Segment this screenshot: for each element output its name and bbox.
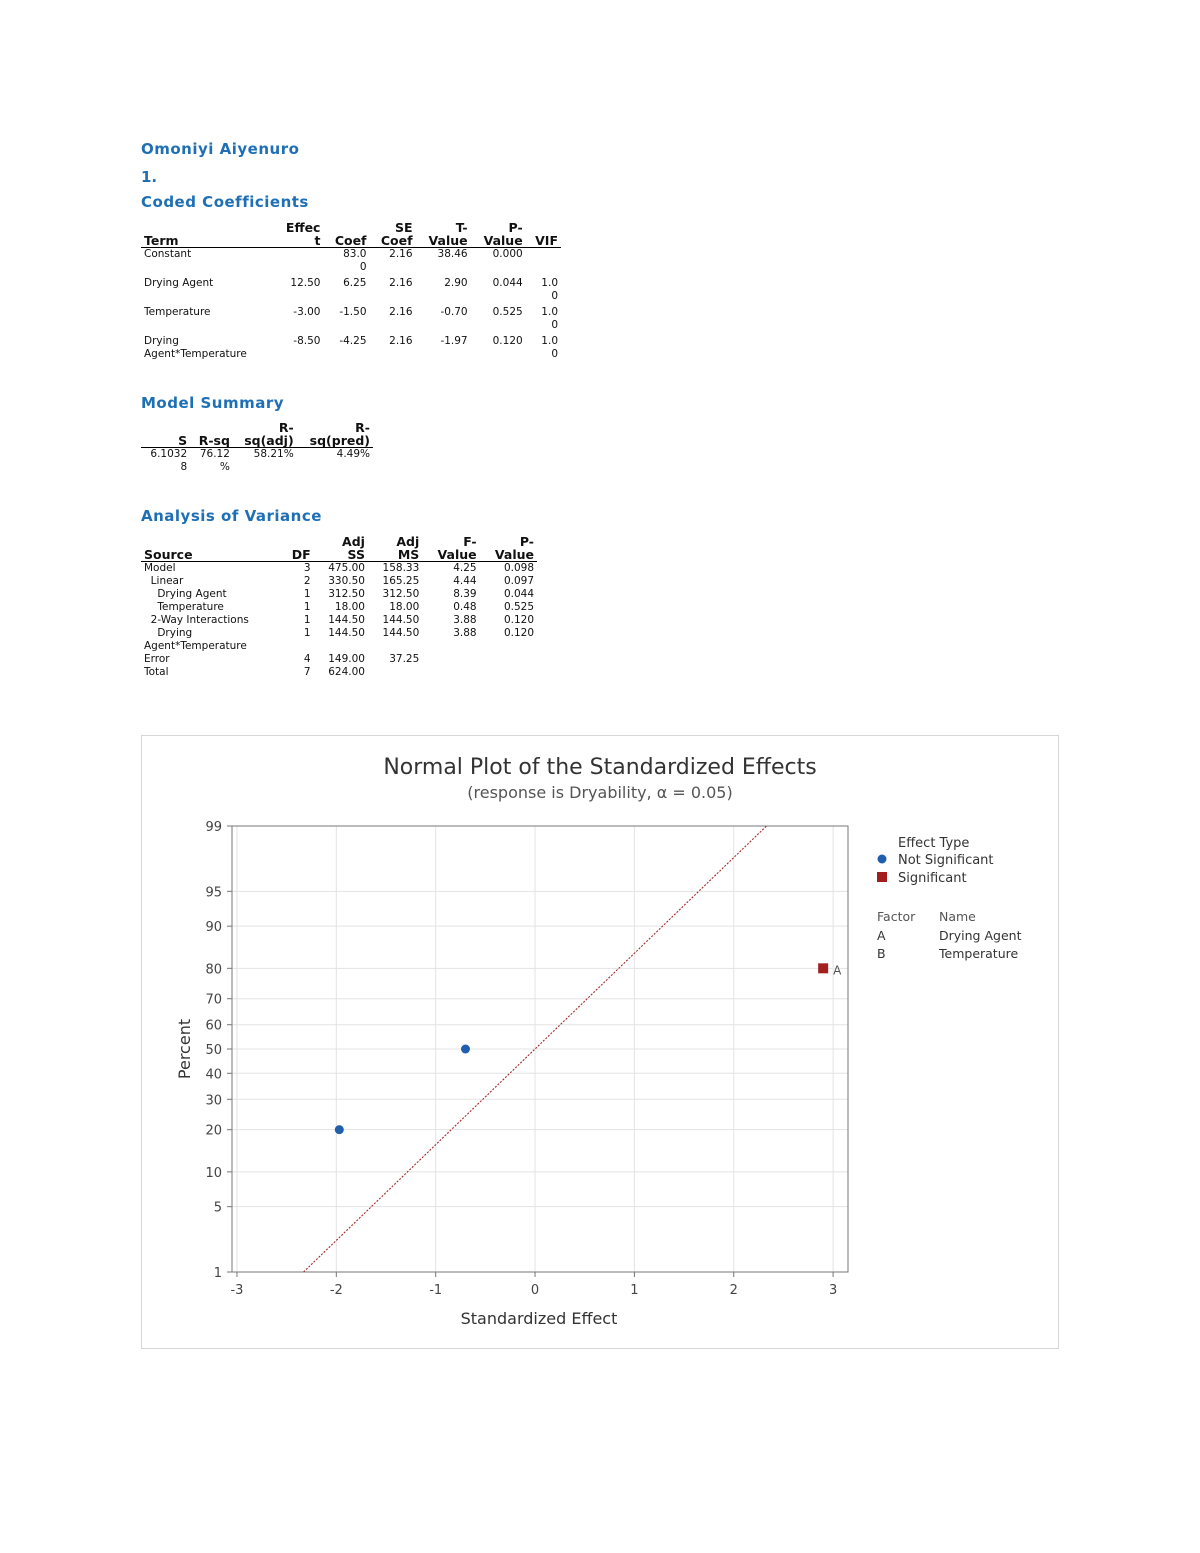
legend-marker-significant xyxy=(877,872,887,882)
legend-title: Effect Type xyxy=(898,836,970,851)
table-cell: Error xyxy=(144,653,170,665)
x-axis-label: Standardized Effect xyxy=(460,1309,618,1328)
table-row xyxy=(141,335,561,364)
table-row xyxy=(141,248,561,278)
table-row xyxy=(141,575,537,588)
table-cell: 83.0 0 xyxy=(343,248,367,273)
table-cell xyxy=(422,666,479,679)
question-number: 1. xyxy=(141,168,158,186)
table-cell: 1 xyxy=(303,588,311,600)
table-cell: 1 xyxy=(303,614,311,626)
table-cell: Temperature xyxy=(144,601,224,613)
column-header: VIF xyxy=(526,221,561,248)
table-cell: 0.120 xyxy=(503,627,534,639)
table-cell: 475.00 xyxy=(328,562,365,574)
column-header: SE Coef xyxy=(370,221,416,248)
table-cell: 3.88 xyxy=(453,614,477,626)
column-header: T- Value xyxy=(416,221,471,248)
table-header-row xyxy=(141,535,537,562)
y-tick-label: 80 xyxy=(205,962,222,978)
table-cell xyxy=(368,666,422,679)
table-cell xyxy=(422,653,479,666)
table-cell: 0.000 xyxy=(492,248,523,260)
legend-factor-header: Factor xyxy=(877,909,916,924)
table-cell: 18.00 xyxy=(389,601,420,613)
anova-title: Analysis of Variance xyxy=(141,507,322,525)
column-header: Coef xyxy=(323,221,369,248)
table-row xyxy=(141,627,537,653)
x-tick-label: -1 xyxy=(429,1283,443,1298)
table-cell: -3.00 xyxy=(293,306,321,318)
model-summary-title: Model Summary xyxy=(141,394,285,412)
x-tick-label: -3 xyxy=(230,1283,244,1298)
table-row xyxy=(141,277,561,306)
table-cell: Temperature xyxy=(144,306,211,318)
table-header-row xyxy=(141,421,373,448)
column-header: Effec t xyxy=(274,221,324,248)
data-point-not-significant xyxy=(335,1125,344,1134)
table-cell: 6.1032 8 xyxy=(150,448,188,473)
table-row xyxy=(141,614,537,627)
column-header: R- sq(pred) xyxy=(297,421,373,448)
y-tick-label: 60 xyxy=(205,1018,222,1034)
table-cell: Drying Agent*Temperature xyxy=(144,627,247,652)
table-cell: 3 xyxy=(303,562,311,574)
legend-factor-name: Temperature xyxy=(939,946,1019,961)
x-tick-label: -2 xyxy=(329,1283,343,1298)
table-cell: 8.39 xyxy=(453,588,477,600)
x-axis xyxy=(230,1272,837,1298)
legend-factor-code: B xyxy=(877,946,886,961)
table-cell: 0.097 xyxy=(503,575,534,587)
table-row xyxy=(141,653,537,666)
table-cell: 144.50 xyxy=(382,627,420,639)
y-tick-label: 30 xyxy=(205,1093,222,1109)
table-cell: 2.16 xyxy=(389,306,413,318)
legend-series-label: Significant xyxy=(898,871,967,886)
table-cell: 2.16 xyxy=(389,248,413,260)
coded-coefficients-title: Coded Coefficients xyxy=(141,193,309,211)
x-tick-label: 1 xyxy=(630,1283,639,1298)
column-header: R- sq(adj) xyxy=(233,421,297,448)
column-header: DF xyxy=(282,535,314,562)
y-tick-label: 50 xyxy=(205,1043,222,1058)
column-header: Source xyxy=(141,535,282,562)
data-point-significant xyxy=(818,963,828,973)
table-cell: 58.21% xyxy=(253,448,294,460)
table-cell: 4.25 xyxy=(453,562,477,574)
table-header-row xyxy=(141,221,561,248)
table-row xyxy=(141,448,373,475)
table-cell: Total xyxy=(144,666,169,678)
table-cell xyxy=(480,653,537,666)
table-cell: 330.50 xyxy=(328,575,365,587)
y-tick-label: 40 xyxy=(205,1067,222,1083)
y-tick-label: 1 xyxy=(213,1266,222,1281)
table-cell: 158.33 xyxy=(382,562,420,574)
table-cell: Constant xyxy=(144,248,192,260)
table-cell: 144.50 xyxy=(382,614,420,626)
table-cell: 4.44 xyxy=(453,575,477,587)
table-cell: 2-Way Interactions xyxy=(144,614,249,626)
table-cell: -1.50 xyxy=(339,306,367,318)
table-cell: 2.16 xyxy=(389,335,413,347)
table-cell: Model xyxy=(144,562,176,574)
table-cell: 0.525 xyxy=(492,306,523,318)
table-cell: 3.88 xyxy=(453,627,477,639)
x-tick-label: 2 xyxy=(729,1283,738,1298)
table-cell: 4 xyxy=(303,653,311,665)
column-header: S xyxy=(141,421,190,448)
table-cell: -8.50 xyxy=(293,335,321,347)
table-cell: 144.50 xyxy=(328,627,365,639)
table-cell: 1 xyxy=(303,627,311,639)
table-cell: Drying Agent xyxy=(144,277,214,289)
column-header: Adj MS xyxy=(368,535,422,562)
y-tick-label: 70 xyxy=(205,992,222,1008)
table-cell: 0.044 xyxy=(492,277,523,289)
table-cell xyxy=(480,666,537,679)
table-cell: Drying Agent xyxy=(144,588,227,600)
table-cell: 0.48 xyxy=(453,601,477,613)
table-cell: 7 xyxy=(303,666,311,678)
column-header: R-sq xyxy=(190,421,233,448)
table-cell: Drying Agent*Temperature xyxy=(144,335,247,360)
table-cell: 0.098 xyxy=(503,562,534,574)
table-cell: 144.50 xyxy=(328,614,365,626)
y-axis-label: Percent xyxy=(175,1018,194,1080)
x-tick-label: 0 xyxy=(530,1283,540,1298)
table-cell: Linear xyxy=(144,575,184,587)
table-cell: 312.50 xyxy=(382,588,420,600)
table-cell xyxy=(274,248,324,278)
legend xyxy=(877,836,1022,961)
coded-coefficients-table xyxy=(141,221,561,364)
y-axis xyxy=(205,820,232,1281)
table-cell: 12.50 xyxy=(290,277,321,289)
column-header: F- Value xyxy=(422,535,479,562)
table-cell xyxy=(526,248,561,278)
grid-lines xyxy=(232,826,848,1272)
chart-title: Normal Plot of the Standardized Effects xyxy=(383,755,817,780)
legend-name-header: Name xyxy=(939,909,976,924)
data-point-label: A xyxy=(833,963,842,978)
table-cell: 0.120 xyxy=(503,614,534,626)
anova-table xyxy=(141,535,537,679)
table-cell: 1.0 0 xyxy=(541,277,558,302)
y-tick-label: 20 xyxy=(205,1123,222,1139)
chart-subtitle: (response is Dryability, α = 0.05) xyxy=(467,783,733,802)
table-cell: 1 xyxy=(303,601,311,613)
table-cell: -1.97 xyxy=(440,335,468,347)
legend-series-label: Not Significant xyxy=(898,853,994,868)
x-tick-label: 3 xyxy=(828,1283,838,1298)
table-row xyxy=(141,601,537,614)
table-row xyxy=(141,306,561,335)
table-cell: 76.12 % xyxy=(199,448,230,473)
model-summary-table xyxy=(141,421,373,474)
table-cell: 38.46 xyxy=(437,248,468,260)
table-cell: 1.0 0 xyxy=(541,335,558,360)
column-header: P- Value xyxy=(480,535,537,562)
y-tick-label: 5 xyxy=(213,1200,222,1216)
table-cell: -4.25 xyxy=(339,335,367,347)
legend-factor-name: Drying Agent xyxy=(939,928,1022,943)
y-tick-label: 95 xyxy=(205,885,222,901)
table-cell: 2.90 xyxy=(444,277,468,289)
table-cell: 165.25 xyxy=(382,575,420,587)
table-row xyxy=(141,666,537,679)
table-cell: 624.00 xyxy=(328,666,365,678)
column-header: Term xyxy=(141,221,274,248)
table-cell: 37.25 xyxy=(389,653,420,665)
table-cell: 6.25 xyxy=(343,277,367,289)
table-cell: -0.70 xyxy=(440,306,468,318)
normal-plot-frame xyxy=(141,735,1059,1349)
y-tick-label: 99 xyxy=(205,820,222,835)
column-header: Adj SS xyxy=(314,535,368,562)
table-cell: 149.00 xyxy=(328,653,365,665)
column-header: P- Value xyxy=(471,221,526,248)
y-tick-label: 90 xyxy=(205,920,222,936)
table-row xyxy=(141,562,537,576)
table-cell: 312.50 xyxy=(328,588,365,600)
table-cell: 18.00 xyxy=(334,601,365,613)
table-cell: 0.120 xyxy=(492,335,523,347)
data-point-not-significant xyxy=(461,1045,470,1054)
table-cell: 0.525 xyxy=(503,601,534,613)
table-cell: 4.49% xyxy=(336,448,370,460)
normal-plot-chart xyxy=(142,736,1058,1348)
table-cell: 2 xyxy=(303,575,311,587)
legend-factor-code: A xyxy=(877,928,886,943)
table-cell: 2.16 xyxy=(389,277,413,289)
legend-marker-not-significant xyxy=(878,855,887,864)
table-row xyxy=(141,588,537,601)
y-tick-label: 10 xyxy=(205,1165,222,1181)
table-cell: 0.044 xyxy=(503,588,534,600)
author-name: Omoniyi Aiyenuro xyxy=(141,140,300,158)
table-cell: 1.0 0 xyxy=(541,306,558,331)
